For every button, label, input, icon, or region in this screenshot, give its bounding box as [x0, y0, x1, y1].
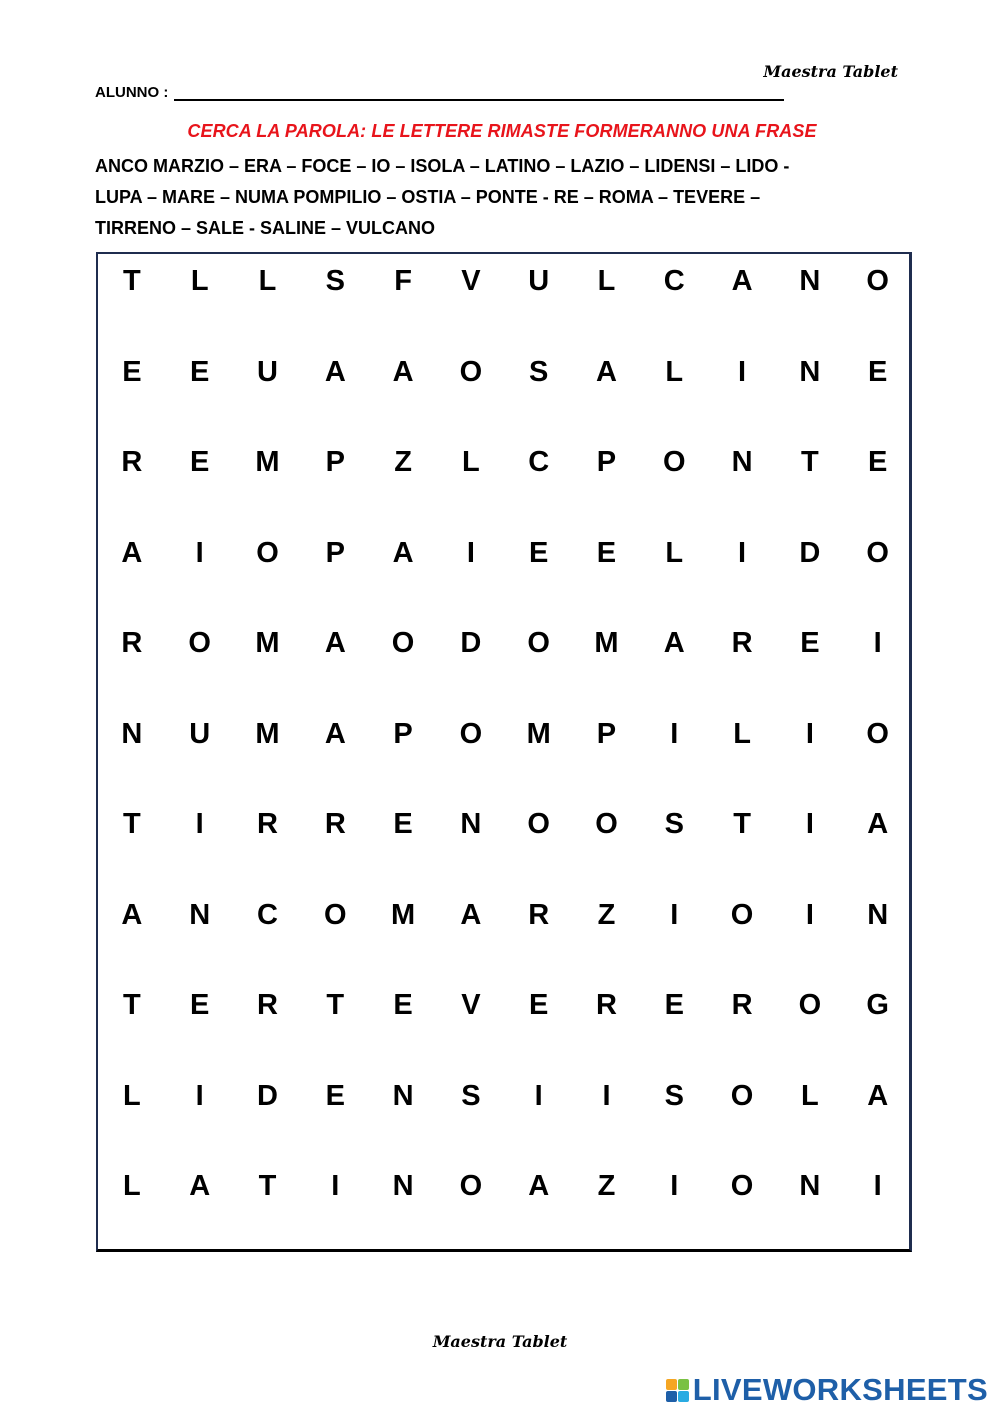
grid-letter[interactable]: I [466, 536, 475, 569]
grid-letter[interactable]: T [326, 989, 345, 1021]
grid-letter[interactable]: A [392, 355, 414, 388]
logo-block [666, 1391, 677, 1402]
grid-letter[interactable]: O [324, 898, 347, 931]
grid-letter[interactable]: E [393, 808, 413, 840]
grid-letter[interactable]: L [733, 717, 751, 750]
grid-letter[interactable]: N [867, 898, 889, 931]
grid-letter[interactable]: N [799, 1170, 821, 1202]
grid-letter[interactable]: S [664, 808, 684, 840]
grid-letter[interactable]: I [195, 1079, 204, 1112]
grid-row [98, 535, 912, 626]
grid-letter[interactable]: I [670, 898, 679, 931]
grid-letter[interactable]: E [325, 1079, 345, 1112]
grid-letter[interactable]: U [257, 355, 278, 388]
grid-letter[interactable]: A [324, 627, 346, 659]
grid-letter[interactable]: L [665, 355, 684, 388]
grid-letter[interactable]: I [534, 1079, 543, 1112]
grid-letter[interactable]: E [664, 989, 684, 1021]
grid-letter[interactable]: L [123, 1170, 141, 1202]
grid-letter[interactable]: I [602, 1079, 611, 1112]
grid-letter[interactable]: O [798, 989, 822, 1021]
grid-row [98, 897, 912, 988]
grid-letter[interactable]: N [392, 1170, 414, 1202]
grid-letter[interactable]: G [866, 989, 889, 1021]
grid-row [98, 625, 912, 716]
grid-letter[interactable]: P [596, 717, 617, 750]
logo-block [678, 1391, 689, 1402]
grid-letter[interactable]: E [529, 989, 549, 1021]
grid-letter[interactable]: M [255, 446, 280, 478]
grid-letter[interactable]: A [121, 898, 143, 931]
grid-letter[interactable]: E [596, 536, 617, 569]
grid-row [98, 354, 912, 445]
grid-letter[interactable]: C [528, 446, 550, 478]
student-name-field[interactable] [174, 85, 784, 101]
grid-letter[interactable]: A [460, 898, 482, 931]
grid-letter[interactable]: I [873, 1170, 882, 1202]
grid-letter[interactable]: P [325, 446, 345, 478]
grid-letter[interactable]: F [394, 265, 412, 297]
grid-letter[interactable]: O [730, 898, 754, 931]
grid-row [98, 1168, 912, 1259]
grid-letter[interactable]: M [391, 898, 416, 931]
grid-letter[interactable]: I [738, 536, 747, 569]
grid-letter[interactable]: O [866, 536, 889, 569]
word-list-line: ANCO MARZIO – ERA – FOCE – IO – ISOLA – LATINO – LAZIO – LIDENSI – LIDO - [95, 156, 790, 176]
student-name-row [95, 84, 784, 101]
grid-letter[interactable]: O [188, 627, 211, 659]
grid-letter[interactable]: M [526, 717, 551, 750]
grid-letter[interactable]: E [190, 355, 210, 388]
grid-letter[interactable]: L [665, 536, 684, 569]
grid-letter[interactable]: D [257, 1079, 278, 1112]
grid-letter[interactable]: O [662, 446, 686, 478]
grid-letter[interactable]: A [528, 1170, 550, 1202]
grid-row [98, 806, 912, 897]
grid-letter[interactable]: V [461, 989, 481, 1021]
grid-letter[interactable]: T [801, 446, 819, 478]
grid-letter[interactable]: N [121, 717, 143, 750]
grid-letter[interactable]: T [258, 1170, 277, 1202]
grid-letter[interactable]: U [528, 265, 550, 297]
grid-letter[interactable]: A [324, 355, 346, 388]
grid-letter[interactable]: E [190, 446, 210, 478]
grid-letter[interactable]: R [731, 989, 753, 1021]
grid-letter[interactable]: O [730, 1170, 754, 1202]
grid-row [98, 716, 912, 807]
brand-signature-bottom: Maestra Tablet [432, 1332, 568, 1351]
logo-block [666, 1379, 677, 1390]
grid-letter[interactable]: T [123, 265, 141, 297]
grid-letter[interactable]: M [255, 627, 280, 659]
grid-letter[interactable]: R [596, 989, 617, 1021]
word-list [95, 151, 885, 244]
grid-letter[interactable]: O [527, 808, 550, 840]
word-search-grid [98, 263, 912, 1259]
grid-letter[interactable]: M [255, 717, 280, 750]
grid-letter[interactable]: A [867, 1079, 889, 1112]
grid-letter[interactable]: Z [597, 1170, 616, 1202]
word-list-line: LUPA – MARE – NUMA POMPILIO – OSTIA – PONTE - RE – ROMA – TEVERE – [95, 187, 761, 207]
grid-letter[interactable]: A [324, 717, 346, 750]
grid-letter[interactable]: D [799, 536, 821, 569]
grid-letter[interactable]: I [670, 1170, 679, 1202]
grid-letter[interactable]: Z [597, 898, 616, 931]
grid-letter[interactable]: L [597, 265, 616, 297]
grid-letter[interactable]: O [459, 1170, 483, 1202]
grid-letter[interactable]: N [392, 1079, 414, 1112]
grid-letter[interactable]: E [867, 355, 888, 388]
logo-text: LIVEWORKSHEETS [692, 1372, 988, 1407]
grid-letter[interactable]: N [731, 446, 753, 478]
word-search-frame [96, 252, 912, 1252]
grid-letter[interactable]: I [670, 717, 679, 750]
grid-row [98, 987, 912, 1078]
grid-letter[interactable]: I [195, 808, 204, 840]
grid-letter[interactable]: N [460, 808, 482, 840]
grid-letter[interactable]: O [866, 265, 889, 297]
grid-letter[interactable]: R [257, 989, 278, 1021]
grid-letter[interactable]: A [867, 808, 889, 840]
logo-block [678, 1379, 689, 1390]
grid-letter[interactable]: S [461, 1079, 481, 1112]
grid-letter[interactable]: P [393, 717, 413, 750]
logo-blocks-icon [666, 1379, 689, 1402]
grid-letter[interactable]: T [123, 808, 141, 840]
grid-letter[interactable]: L [258, 265, 277, 297]
grid-letter[interactable]: L [190, 265, 209, 297]
brand-signature-top: Maestra Tablet [763, 62, 898, 81]
grid-letter[interactable]: S [325, 265, 345, 297]
grid-letter[interactable]: R [121, 446, 143, 478]
grid-letter[interactable]: A [731, 265, 753, 297]
word-list-line: TIRRENO – SALE - SALINE – VULCANO [95, 218, 436, 238]
grid-letter[interactable]: O [256, 536, 279, 569]
grid-letter[interactable]: T [123, 989, 141, 1021]
grid-letter[interactable]: P [325, 536, 345, 569]
grid-letter[interactable]: M [594, 627, 619, 659]
grid-letter[interactable]: A [663, 627, 685, 659]
grid-letter[interactable]: A [392, 536, 414, 569]
grid-row [98, 444, 912, 535]
grid-letter[interactable]: O [866, 717, 889, 750]
grid-letter[interactable]: D [460, 627, 482, 659]
grid-letter[interactable]: A [121, 536, 143, 569]
instruction-text: CERCA LA PAROLA: LE LETTERE RIMASTE FORMERANNO UNA FRASE [187, 121, 817, 141]
grid-letter[interactable]: N [189, 898, 211, 931]
grid-letter[interactable]: C [257, 898, 278, 931]
grid-letter[interactable]: T [733, 808, 751, 840]
grid-letter[interactable]: R [257, 808, 278, 840]
grid-letter[interactable]: I [873, 627, 882, 659]
grid-letter[interactable]: L [462, 446, 480, 478]
grid-letter[interactable]: E [190, 989, 210, 1021]
grid-letter[interactable]: E [529, 536, 549, 569]
grid-letter[interactable]: O [459, 355, 483, 388]
grid-letter[interactable]: N [799, 265, 821, 297]
grid-letter[interactable]: I [805, 808, 814, 840]
grid-letter[interactable]: R [324, 808, 346, 840]
grid-letter[interactable]: R [121, 627, 143, 659]
grid-letter[interactable]: E [867, 446, 888, 478]
grid-letter[interactable]: A [189, 1170, 211, 1202]
grid-letter[interactable]: L [123, 1079, 141, 1112]
grid-letter[interactable]: O [595, 808, 618, 840]
grid-letter[interactable]: V [461, 265, 481, 297]
grid-letter[interactable]: I [805, 898, 814, 931]
grid-letter[interactable]: E [800, 627, 820, 659]
student-name-label: ALUNNO : [95, 84, 169, 101]
grid-letter[interactable]: L [801, 1079, 819, 1112]
grid-letter[interactable]: O [730, 1079, 754, 1112]
grid-letter[interactable]: A [596, 355, 617, 388]
grid-letter[interactable]: S [664, 1079, 684, 1112]
grid-letter[interactable]: N [799, 355, 821, 388]
grid-letter[interactable]: I [738, 355, 747, 388]
grid-letter[interactable]: S [529, 355, 549, 388]
grid-letter[interactable]: P [596, 446, 617, 478]
grid-letter[interactable]: I [331, 1170, 340, 1202]
grid-letter[interactable]: O [527, 627, 550, 659]
grid-letter[interactable]: E [122, 355, 142, 388]
grid-letter[interactable]: I [805, 717, 814, 750]
grid-letter[interactable]: Z [394, 446, 412, 478]
grid-letter[interactable]: R [528, 898, 550, 931]
grid-letter[interactable]: O [459, 717, 483, 750]
grid-letter[interactable]: I [195, 536, 204, 569]
grid-row [98, 263, 912, 354]
liveworksheets-logo[interactable] [666, 1372, 988, 1408]
grid-row [98, 1078, 912, 1169]
grid-letter[interactable]: O [391, 627, 415, 659]
grid-letter[interactable]: C [663, 265, 685, 297]
grid-letter[interactable]: U [189, 717, 211, 750]
grid-letter[interactable]: E [393, 989, 413, 1021]
grid-letter[interactable]: R [731, 627, 753, 659]
